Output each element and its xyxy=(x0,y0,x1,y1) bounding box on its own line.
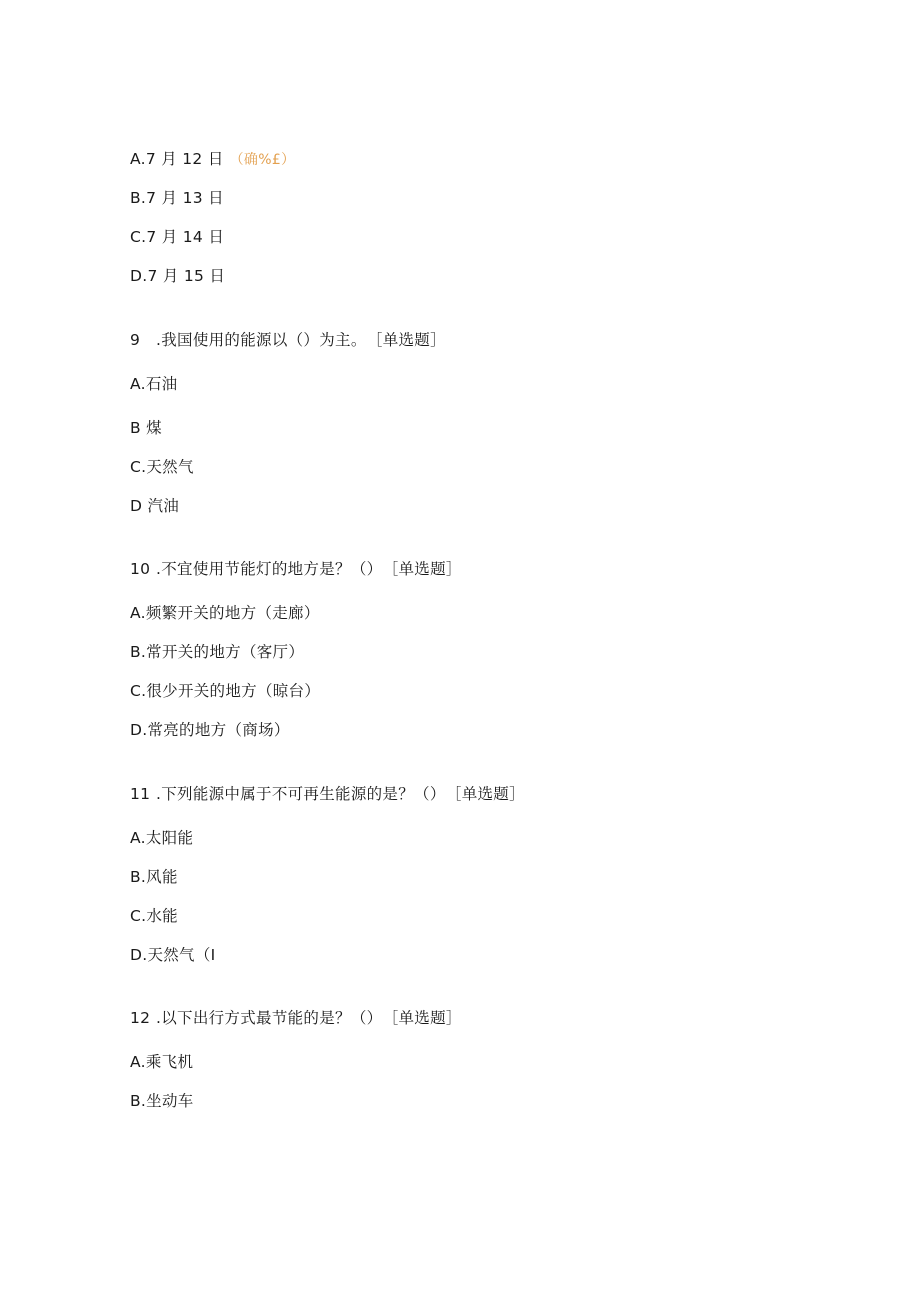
answer-mark: （确%£） xyxy=(229,152,296,168)
option-12a xyxy=(130,1052,193,1072)
option-text: B.7 月 13 日 xyxy=(130,189,224,207)
option-text: C.水能 xyxy=(130,907,178,925)
question-10 xyxy=(130,559,462,579)
option-9a xyxy=(130,374,177,394)
question-number: 10 xyxy=(130,560,151,578)
option-10a xyxy=(130,603,320,623)
question-number: 12 xyxy=(130,1009,151,1027)
option-10d xyxy=(130,720,290,740)
option-11c xyxy=(130,906,178,926)
option-9c xyxy=(130,457,194,477)
option-text: D.7 月 15 日 xyxy=(130,267,226,285)
option-text: B.风能 xyxy=(130,868,178,886)
option-text: C.7 月 14 日 xyxy=(130,228,225,246)
question-text: .下列能源中属于不可再生能源的是？（） xyxy=(156,785,446,803)
option-text: A.频繁开关的地方（走廊） xyxy=(130,604,320,622)
option-text: D.常亮的地方（商场） xyxy=(130,721,290,739)
option-text: A.太阳能 xyxy=(130,829,194,847)
question-number: 9 xyxy=(130,331,141,349)
option-11d xyxy=(130,945,216,965)
question-type: ［单选题］ xyxy=(453,785,525,803)
option-text: C.天然气 xyxy=(130,458,194,476)
option-11b xyxy=(130,867,178,887)
option-text: B.常开关的地方（客厅） xyxy=(130,643,305,661)
option-text: A.乘飞机 xyxy=(130,1053,194,1071)
question-type: ［单选题］ xyxy=(374,331,446,349)
option-10b xyxy=(130,642,304,662)
question-11 xyxy=(130,784,525,804)
option-8c xyxy=(130,227,224,247)
option-text: A.石油 xyxy=(130,375,178,393)
option-11a xyxy=(130,828,193,848)
option-8a xyxy=(130,149,295,170)
question-12 xyxy=(130,1008,462,1028)
option-text: A.7 月 12 日 xyxy=(130,150,224,168)
option-9d xyxy=(130,496,179,516)
option-8b xyxy=(130,188,224,208)
option-text: D 汽油 xyxy=(130,497,180,515)
option-text: D.天然气（I xyxy=(130,946,216,964)
question-type: ［单选题］ xyxy=(390,1009,462,1027)
option-text: C.很少开关的地方（晾台） xyxy=(130,682,321,700)
question-9 xyxy=(130,330,446,350)
option-9b xyxy=(130,418,162,438)
option-text: B.坐动车 xyxy=(130,1092,194,1110)
question-text: .以下出行方式最节能的是？（） xyxy=(156,1009,383,1027)
option-text: B 煤 xyxy=(130,419,162,437)
question-number: 11 xyxy=(130,785,151,803)
option-12b xyxy=(130,1091,194,1111)
question-type: ［单选题］ xyxy=(390,560,462,578)
question-text: .我国使用的能源以（）为主。 xyxy=(156,331,367,349)
option-8d xyxy=(130,266,225,286)
option-10c xyxy=(130,681,320,701)
question-text: .不宜使用节能灯的地方是？（） xyxy=(156,560,383,578)
